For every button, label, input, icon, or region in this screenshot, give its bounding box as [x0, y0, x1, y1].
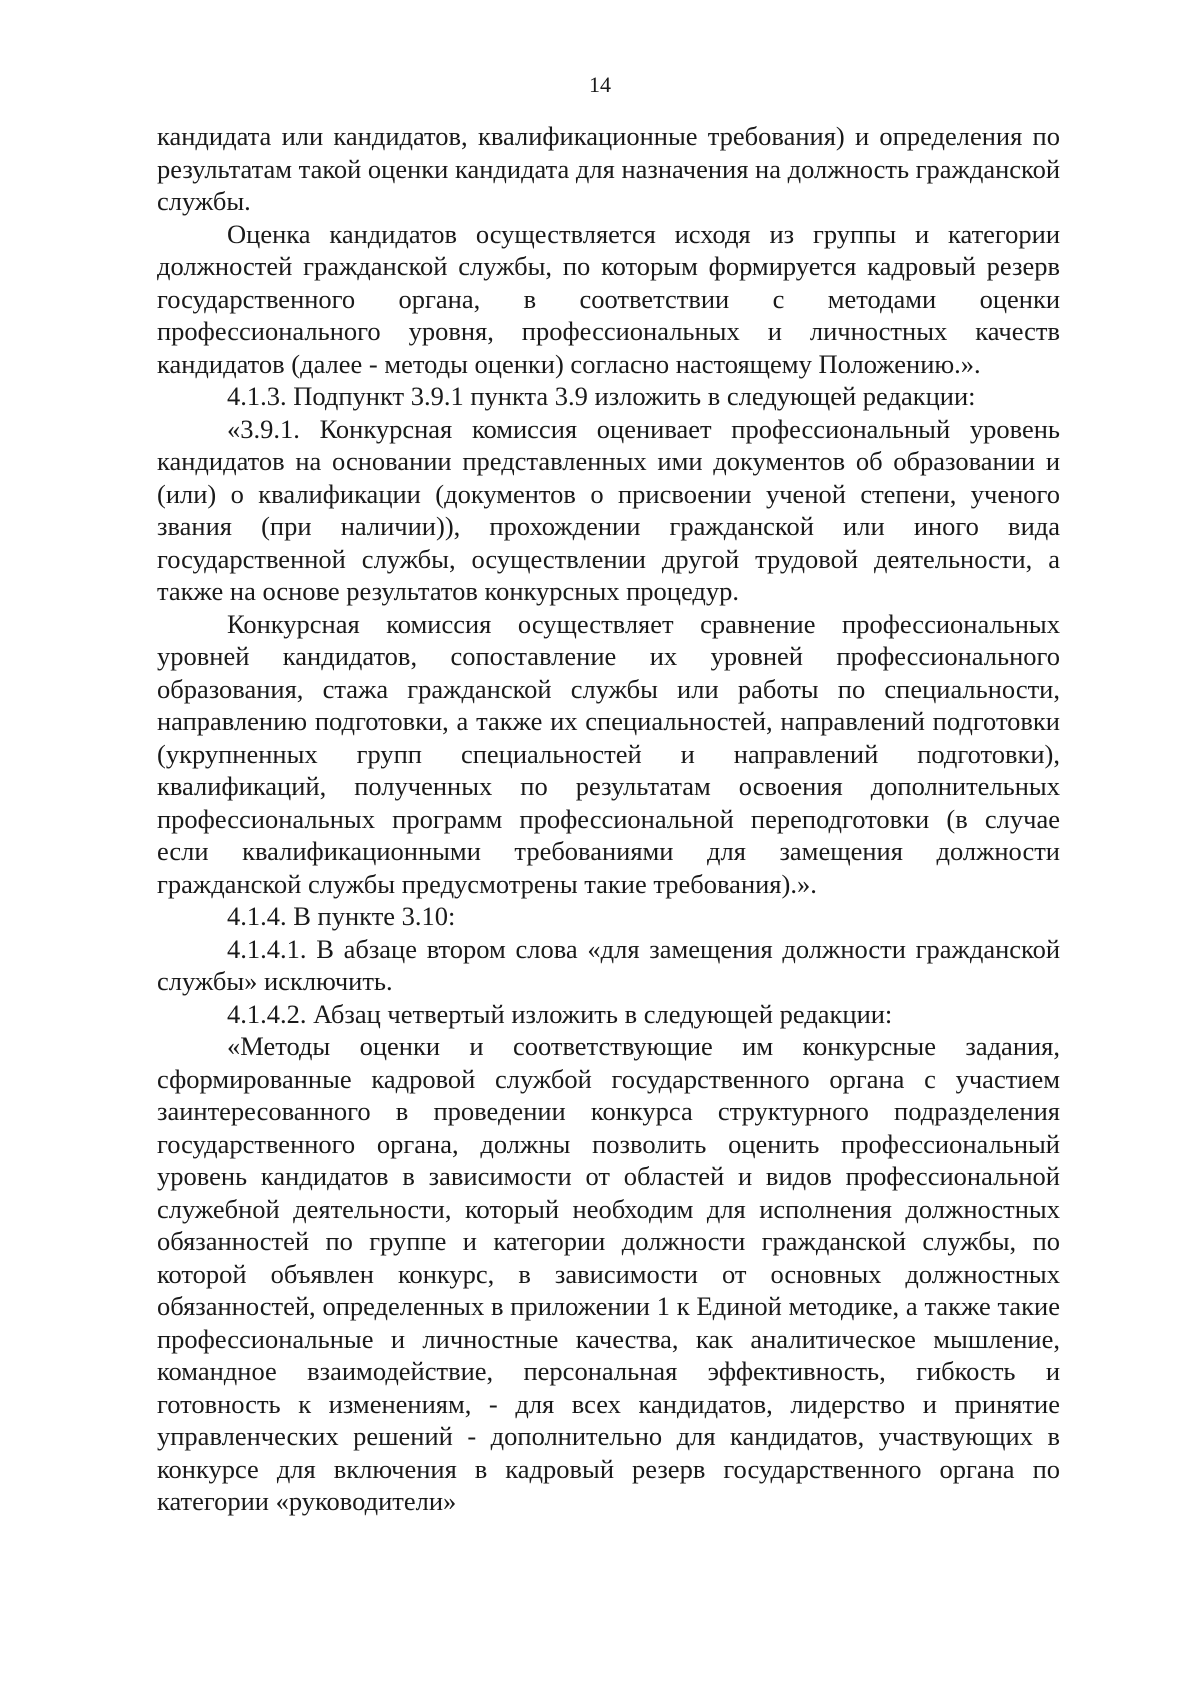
- paragraph-clause-4-1-4-1: 4.1.4.1. В абзаце втором слова «для замещения должности гражданской службы» исключить.: [157, 933, 1060, 996]
- paragraph-methods: «Методы оценки и соответствующие им конкурсные задания, сформированные кадровой службой государственного органа с участием заинтересованного в проведении конкурса структурного подразделения государственного органа, должны позволить оценить профессиональный уровень кандидатов в зависимости от областей и видов профессиональной служебной деятельности, который необходим для исполнения должностных обязанностей по группе и категории должности гражданской службы, по которой объявлен конкурс, в зависимости от основных должностных обязанностей, определенных в приложении 1 к Единой методике, а также такие профессиональные и личностные качества, как аналитическое мышление, командное взаимодействие, персональная эффективность, гибкость и готовность к изменениям, - для всех кандидатов, лидерство и принятие управленческих решений - дополнительно для кандидатов, участвующих в конкурсе для включения в кадровый резерв государственного органа по категории «руководители»: [157, 1031, 1060, 1516]
- paragraph-commission-comparison: Конкурсная комиссия осуществляет сравнение профессиональных уровней кандидатов, сопоставление их уровней профессионального образования, стажа гражданской службы или работы по специальности, направлению подготовки, а также их специальностей, направлений подготовки (укрупненных групп специальностей и направлений подготовки), квалификаций, полученных по результатам освоения дополнительных профессиональных программ профессиональной переподготовки (в случае если квалификационными требованиями для замещения должности гражданской службы предусмотрены такие требования).».: [157, 608, 1060, 899]
- paragraph-assessment: Оценка кандидатов осуществляется исходя из группы и категории должностей гражданской службы, по которым формируется кадровый резерв государственного органа, в соответствии с методами оценки профессионального уровня, профессиональных и личностных качеств кандидатов (далее - методы оценки) согласно настоящему Положению.».: [157, 218, 1060, 379]
- paragraph-clause-4-1-4-2: 4.1.4.2. Абзац четвертый изложить в следующей редакции:: [227, 998, 893, 1029]
- document-body: [157, 120, 1060, 1518]
- paragraph-clause-3-9-1: «3.9.1. Конкурсная комиссия оценивает профессиональный уровень кандидатов на основании представленных ими документов об образовании и (или) о квалификации (документов о присвоении ученой степени, ученого звания (при наличии)), прохождении гражданской или иного вида государственной службы, осуществлении другой трудовой деятельности, а также на основе результатов конкурсных процедур.: [157, 413, 1060, 606]
- page-number: 14: [589, 72, 611, 97]
- paragraph-clause-4-1-4: 4.1.4. В пункте 3.10:: [227, 901, 456, 931]
- paragraph-clause-4-1-3: 4.1.3. Подпункт 3.9.1 пункта 3.9 изложить в следующей редакции:: [227, 381, 976, 411]
- paragraph-continuation: кандидата или кандидатов, квалификационные требования) и определения по результатам такой оценки кандидата для назначения на должность гражданской службы.: [157, 121, 1060, 216]
